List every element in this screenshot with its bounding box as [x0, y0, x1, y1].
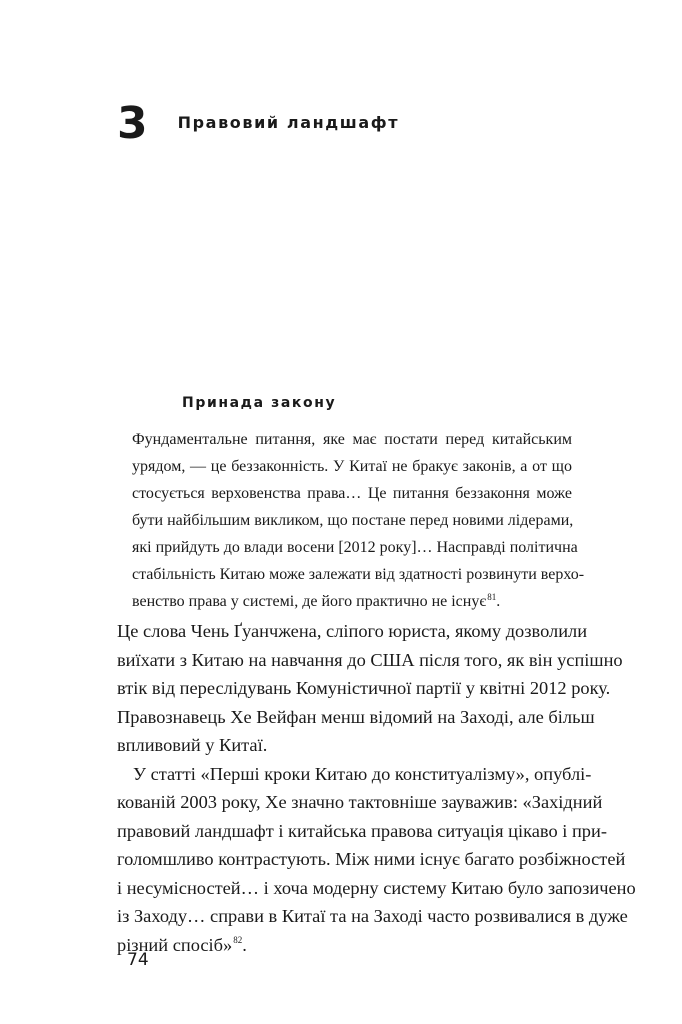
section-heading: Принада закону	[182, 395, 337, 411]
body-line: і несумісностей… і хоча модерну систему Китаю було запозичено	[117, 877, 636, 898]
footnote-marker: 81	[487, 591, 497, 602]
body-line: правовий ландшафт і китайська правова ситуація цікаво і при-	[117, 820, 607, 841]
epigraph-quote	[132, 426, 585, 615]
epigraph-line: бути найбільшим викликом, що постане перед новими лідерами,	[132, 512, 574, 529]
body-line: із Заходу… справи в Китаї та на Заході часто розвивалися в дуже	[117, 906, 628, 926]
footnote-marker: 82	[233, 935, 243, 946]
body-line-text: різний спосіб»	[117, 934, 233, 955]
epigraph-line-text: венство права у системі, де його практично не існує	[132, 593, 487, 610]
body-line: Це слова Чень Ґуанчжена, сліпого юриста, якому дозволили	[117, 621, 588, 641]
body-line: У статті «Перші кроки Китаю до конституалізму», опублі-	[133, 763, 592, 784]
epigraph-line-last: венство права у системі, де його практично не існує$^{81}$.	[132, 591, 501, 610]
paragraph	[117, 760, 636, 960]
body-line: виїхати з Китаю на навчання до США після того, як він успішно	[117, 649, 623, 670]
epigraph-line: стосується верховенства права… Це питання беззаконня може	[132, 485, 572, 502]
body-line: втік від переслідувань Комуністичної партії у квітні 2012 року.	[117, 678, 611, 698]
body-line: Правознавець Хе Вейфан менш відомий на Заході, але більш	[117, 706, 595, 727]
epigraph-line: Фундаментальне питання, яке має постати перед китайським	[132, 431, 572, 448]
page-number: 74	[127, 950, 149, 970]
epigraph-line: стабільність Китаю може залежати від здатності розвинути верхо-	[132, 566, 585, 583]
paragraph	[117, 617, 623, 760]
body-line: голомшливо контрастують. Між ними існує багато розбіжностей	[117, 849, 626, 869]
body-line: впливовий у Китаї.	[117, 735, 268, 755]
body-line: кованій 2003 року, Хе значно тактовніше зауважив: «Західний	[117, 792, 603, 812]
chapter-header	[117, 98, 400, 149]
epigraph-line: які прийдуть до влади восени [2012 року]… Насправді політична	[132, 539, 578, 556]
chapter-number: 3	[117, 98, 148, 149]
chapter-title: Правовий ландшафт	[177, 113, 400, 132]
body-line-last: різний спосіб»$^{82}$.	[117, 934, 247, 955]
epigraph-line: урядом, — це беззаконність. У Китаї не бракує законів, а от що	[132, 458, 572, 475]
body-text	[117, 617, 636, 959]
